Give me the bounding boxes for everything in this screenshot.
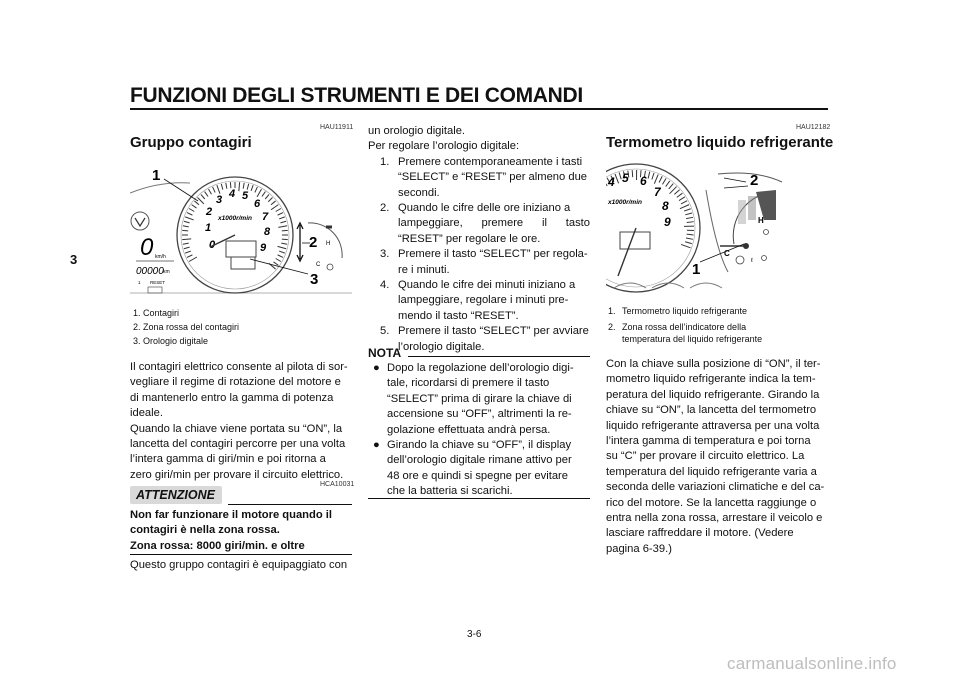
text-line: Premere il tasto “SELECT” per regola- xyxy=(398,248,588,261)
gauge-unit: x1000r/min xyxy=(218,215,252,222)
middle-column xyxy=(368,124,590,355)
temp-label: H xyxy=(326,241,331,247)
caption-item xyxy=(608,304,828,318)
temp-symbol: ℓ xyxy=(751,258,753,264)
text-line: l’intera gamma di temperatura e poi torna xyxy=(606,435,811,448)
callout-number: 1 xyxy=(152,167,161,184)
watermark: carmanualsonline.info xyxy=(727,654,897,673)
caption-number: 1. xyxy=(608,306,616,316)
step-item xyxy=(380,324,590,355)
text-line: secondi. xyxy=(398,186,440,199)
step-item xyxy=(380,247,590,278)
note-bullet xyxy=(368,361,590,438)
small-label: 1 xyxy=(138,280,141,285)
callout-number: 2 xyxy=(750,172,759,189)
step-number: 5. xyxy=(380,325,390,338)
odometer-digits: 00000 xyxy=(136,266,164,277)
text-line: accensione su “OFF”, altrimenti la re- xyxy=(387,408,572,421)
attention-rule xyxy=(228,504,352,505)
gauge-number: 7 xyxy=(262,211,269,223)
text-line: Questo gruppo contagiri è equipaggiato con xyxy=(130,559,348,571)
step-number: 3. xyxy=(380,248,390,261)
section-title: Termometro liquido refrigerante xyxy=(606,134,834,151)
speed-unit: km/h xyxy=(155,254,166,260)
text-line: lasciare raffreddare il motore. (Vedere xyxy=(606,527,794,540)
temp-label: C xyxy=(724,249,730,258)
text-line: Per regolare l’orologio digitale: xyxy=(368,140,520,153)
gauge-number: 7 xyxy=(654,185,661,199)
text-line: Dopo la regolazione dell’orologio digi- xyxy=(387,362,574,374)
odometer-unit: km xyxy=(163,269,170,275)
text-line: lancetta del contagiri percorre per una volta xyxy=(130,438,346,451)
small-label: RESET xyxy=(150,280,166,285)
caption-line: 2. Zona rossa del contagiri xyxy=(133,322,240,332)
gauge-number: 5 xyxy=(622,171,629,185)
callout-number: 1 xyxy=(692,261,701,278)
dial-tick xyxy=(282,230,288,231)
text-line: lampeggiare, premere il tasto xyxy=(398,217,590,230)
text-line: chiave su “ON”, la lancetta del termometro xyxy=(606,404,817,417)
step-item xyxy=(380,155,590,201)
text-line: pagina 6-39.) xyxy=(606,542,672,555)
text-line: di mantenerlo entro la gamma di potenza xyxy=(130,391,334,404)
note-rule xyxy=(408,356,590,357)
note-bullets xyxy=(368,361,590,500)
steps-list xyxy=(368,155,590,355)
text-line: Premere contemporaneamente i tasti xyxy=(398,155,583,168)
text-line: rico del motore. Se la lancetta raggiunge o xyxy=(606,496,817,509)
text-line: golazione effettuata andrà persa. xyxy=(387,423,551,436)
caption-number: 2. xyxy=(608,322,616,332)
dial-tick xyxy=(182,230,188,231)
caption-line: temperatura del liquido refrigerante xyxy=(622,334,763,344)
note-label: NOTA xyxy=(368,346,402,360)
step-item xyxy=(380,278,590,324)
text-line: dell’orologio digitale rimane attivo per xyxy=(387,454,572,467)
warning-text xyxy=(130,508,352,554)
bullet-dot: ● xyxy=(373,439,380,452)
callout-number: 2 xyxy=(309,234,318,251)
step-number: 4. xyxy=(380,279,390,292)
temp-label: C xyxy=(316,262,321,268)
figure-captions xyxy=(608,304,828,345)
header-rule xyxy=(130,108,828,110)
gauge-number: 6 xyxy=(254,198,261,210)
text-line: mometro liquido refrigerante indica la tem- xyxy=(606,373,816,386)
gauge-number: 8 xyxy=(662,199,669,213)
text-line: zero giri/min per provare il circuito elettrico. xyxy=(130,468,344,481)
caption-line: Zona rossa dell’indicatore della xyxy=(622,322,747,332)
text-line: mendo il tasto “RESET”. xyxy=(398,309,519,322)
text-line: lampeggiare, regolare i minuti pre- xyxy=(398,294,569,307)
text-line: liquido refrigerante attraversa per una volta xyxy=(606,419,820,432)
text-line: Girando la chiave su “OFF”, il display xyxy=(387,439,572,452)
text-line: Premere il tasto “SELECT” per avviare xyxy=(398,325,589,338)
text-line: Quando le cifre delle ore iniziano a xyxy=(398,202,571,215)
gauge-number: 8 xyxy=(264,226,271,238)
text-line: tale, ricordarsi di premere il tasto xyxy=(387,377,550,390)
text-line: l’intera gamma di giri/min e poi ritorna a xyxy=(130,453,326,466)
text-line: contagiri è nella zona rossa. xyxy=(130,524,280,537)
text-line: che la batteria si scarichi. xyxy=(387,485,513,498)
text-line: Non far funzionare il motore quando il xyxy=(130,509,332,521)
figure-captions xyxy=(133,306,239,348)
tachometer-figure xyxy=(130,163,352,300)
text-line: un orologio digitale. xyxy=(368,125,466,137)
text-line: peratura del liquido refrigerante. Girando la xyxy=(606,388,820,401)
text-line: Il contagiri elettrico consente al pilota di sor- xyxy=(130,361,348,373)
step-item xyxy=(380,201,590,247)
gauge-number: 0 xyxy=(209,239,216,251)
step-number: 1. xyxy=(380,155,390,168)
note-end-rule xyxy=(368,498,590,499)
step-number: 2. xyxy=(380,202,390,215)
warning-end-rule xyxy=(130,554,352,555)
gauge-unit: x1000r/min xyxy=(608,199,642,206)
callout-number: 3 xyxy=(310,271,319,288)
page-header-title: FUNZIONI DEGLI STRUMENTI E DEI COMANDI xyxy=(130,84,583,107)
text-line: su “C” per provare il circuito elettrico. La xyxy=(606,450,805,463)
text-line: Quando le cifre dei minuti iniziano a xyxy=(398,279,576,292)
text-line: entra nella zona rossa, arrestare il veicolo e xyxy=(606,512,823,525)
gauge-number: 9 xyxy=(664,215,671,229)
bullet-dot: ● xyxy=(373,362,380,374)
temp-label: H xyxy=(758,216,764,225)
caption-item xyxy=(608,321,828,345)
gauge-number: 6 xyxy=(640,174,647,188)
caption-line: 1. Contagiri xyxy=(133,308,180,318)
gauge-number: 2 xyxy=(206,206,213,218)
dial-tick xyxy=(282,239,288,240)
text-line: “RESET” per regolare le ore. xyxy=(398,232,541,245)
section-code: HAU11911 xyxy=(320,124,354,131)
text-line: Con la chiave sulla posizione di “ON”, il ter- xyxy=(606,358,821,370)
note-bullet xyxy=(368,438,590,500)
attention-code: HCA10031 xyxy=(320,481,355,488)
section-code: HAU12182 xyxy=(796,124,831,131)
gauge-number: 4 xyxy=(229,188,236,200)
text-line: seconda delle variazioni climatiche e del ca- xyxy=(606,481,825,494)
text-line: temperatura del liquido refrigerante varia a xyxy=(606,465,817,478)
speed-digit: 0 xyxy=(140,234,154,261)
gauge-number: 4 xyxy=(608,175,615,189)
gauge-number: 5 xyxy=(242,190,249,202)
text-line: Quando la chiave viene portata su “ON”, la xyxy=(130,422,343,435)
gauge-number: 9 xyxy=(260,242,267,254)
attention-label: ATTENZIONE xyxy=(136,488,215,502)
body-paragraph xyxy=(130,360,352,483)
page-number: 3-6 xyxy=(467,629,482,640)
chapter-tab: 3 xyxy=(70,252,78,267)
text-line: re i minuti. xyxy=(398,263,450,276)
text-line: ideale. xyxy=(130,407,163,420)
text-line: vegliare il regime di rotazione del motore e xyxy=(130,376,341,389)
gauge-number: 1 xyxy=(205,222,212,234)
caption-line: 3. Orologio digitale xyxy=(133,336,209,346)
text-line: 48 ore e quindi si spegne per evitare xyxy=(387,469,568,482)
text-line: l’orologio digitale. xyxy=(398,340,485,353)
text-line: “SELECT” e “RESET” per almeno due xyxy=(398,171,588,184)
gauge-number: 3 xyxy=(216,194,223,206)
body-paragraph xyxy=(606,357,828,557)
section-title: Gruppo contagiri xyxy=(130,134,252,151)
text-line: “SELECT” prima di girare la chiave di xyxy=(387,392,572,405)
caption-line: Termometro liquido refrigerante xyxy=(622,306,748,316)
thermometer-figure xyxy=(606,160,828,296)
text-line: Zona rossa: 8000 giri/min. e oltre xyxy=(130,539,305,552)
